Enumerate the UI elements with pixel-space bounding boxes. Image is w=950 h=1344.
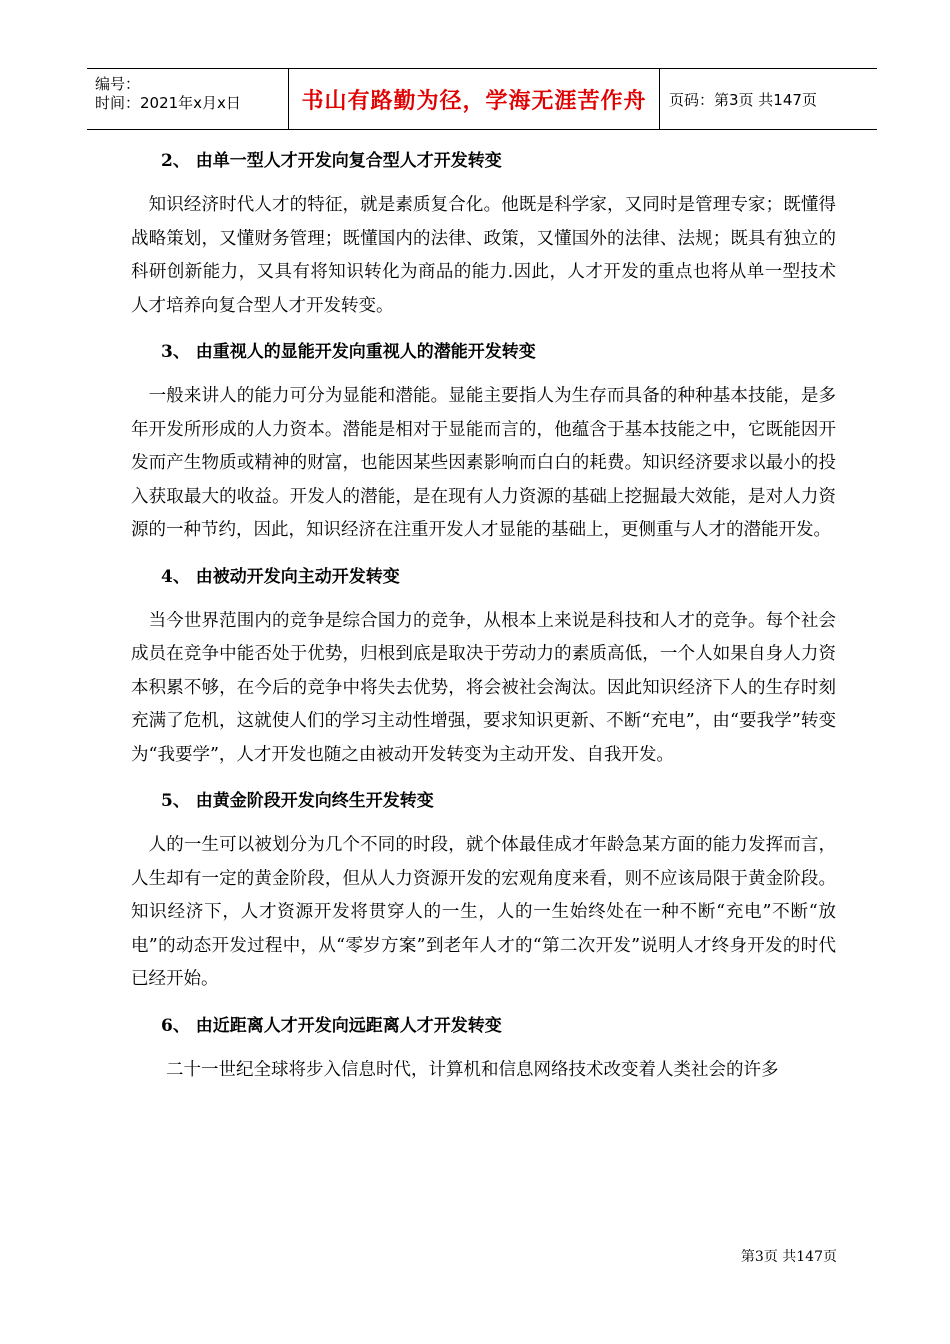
- section-2: [131, 145, 836, 323]
- section-heading: 3、 由重视人的显能开发向重视人的潜能开发转变: [161, 342, 536, 362]
- page-header: [87, 68, 877, 130]
- section-paragraph: 当今世界范围内的竞争是综合国力的竞争，从根本上来说是科技和人才的竞争。每个社会成员在竞争中能否处于优势，归根到底是取决于劳动力的素质高低，一个人如果自身人力资本积累不够，在今后的竞争中将失去优势，将会被社会淘汰。因此知识经济下人的生存时刻充满了危机，这就使人们的学习主动性增强，要求知识更新、不断“充电”，由“要我学”转变为“我要学”，人才开发也随之由被动开发转变为主动开发、自我开发。: [131, 610, 836, 765]
- header-meta: [87, 69, 287, 129]
- section-3: [131, 336, 836, 548]
- section-4: [131, 561, 836, 773]
- header-motto-cell: [288, 69, 660, 129]
- section-paragraph: 知识经济时代人才的特征，就是素质复合化。他既是科学家，又同时是管理专家；既懂得战略策划，又懂财务管理；既懂国内的法律、政策，又懂国外的法律、法规；既具有独立的科研创新能力，又具有将知识转化为商品的能力.因此，人才开发的重点也将从单一型技术人才培养向复合型人才开发转变。: [131, 195, 836, 316]
- section-paragraph: 二十一世纪全球将步入信息时代，计算机和信息网络技术改变着人类社会的许多: [131, 1059, 779, 1080]
- document-number: 编号：: [95, 75, 141, 93]
- document-time: 时间：2021年x月x日: [95, 94, 241, 112]
- section-heading: 5、 由黄金阶段开发向终生开发转变: [161, 791, 434, 811]
- section-paragraph: 人的一生可以被划分为几个不同的时段，就个体最佳成才年龄急某方面的能力发挥而言，人生却有一定的黄金阶段，但从人力资源开发的宏观角度来看，则不应该局限于黄金阶段。知识经济下，人才资源开发将贯穿人的一生，人的一生始终处在一种不断“充电”不断“放电”的动态开发过程中，从“零岁方案”到老年人才的“第二次开发”说明人才终身开发的时代已经开始。: [131, 835, 836, 989]
- document-body: [131, 145, 836, 1100]
- header-page-info: 页码：第3页 共147页: [669, 90, 817, 109]
- section-heading: 6、 由近距离人才开发向远距离人才开发转变: [161, 1015, 502, 1036]
- header-motto: 书山有路勤为径，学海无涯苦作舟: [301, 88, 647, 114]
- section-heading: 4、 由被动开发向主动开发转变: [161, 566, 400, 587]
- section-paragraph: 一般来讲人的能力可分为显能和潜能。显能主要指人为生存而具备的种种基本技能，是多年开发所形成的人力资本。潜能是相对于显能而言的，他蕴含于基本技能之中，它既能因开发而产生物质或精神的财富，也能因某些因素影响而白白的耗费。知识经济要求以最小的投入获取最大的收益。开发人的潜能，是在现有人力资源的基础上挖掘最大效能，是对人力资源的一种节约，因此，知识经济在注重开发人才显能的基础上，更侧重与人才的潜能开发。: [131, 386, 836, 540]
- page-footer: 第3页 共147页: [740, 1249, 837, 1265]
- section-6: [131, 1010, 836, 1088]
- section-heading: 2、 由单一型人才开发向复合型人才开发转变: [161, 151, 502, 171]
- section-5: [131, 785, 836, 997]
